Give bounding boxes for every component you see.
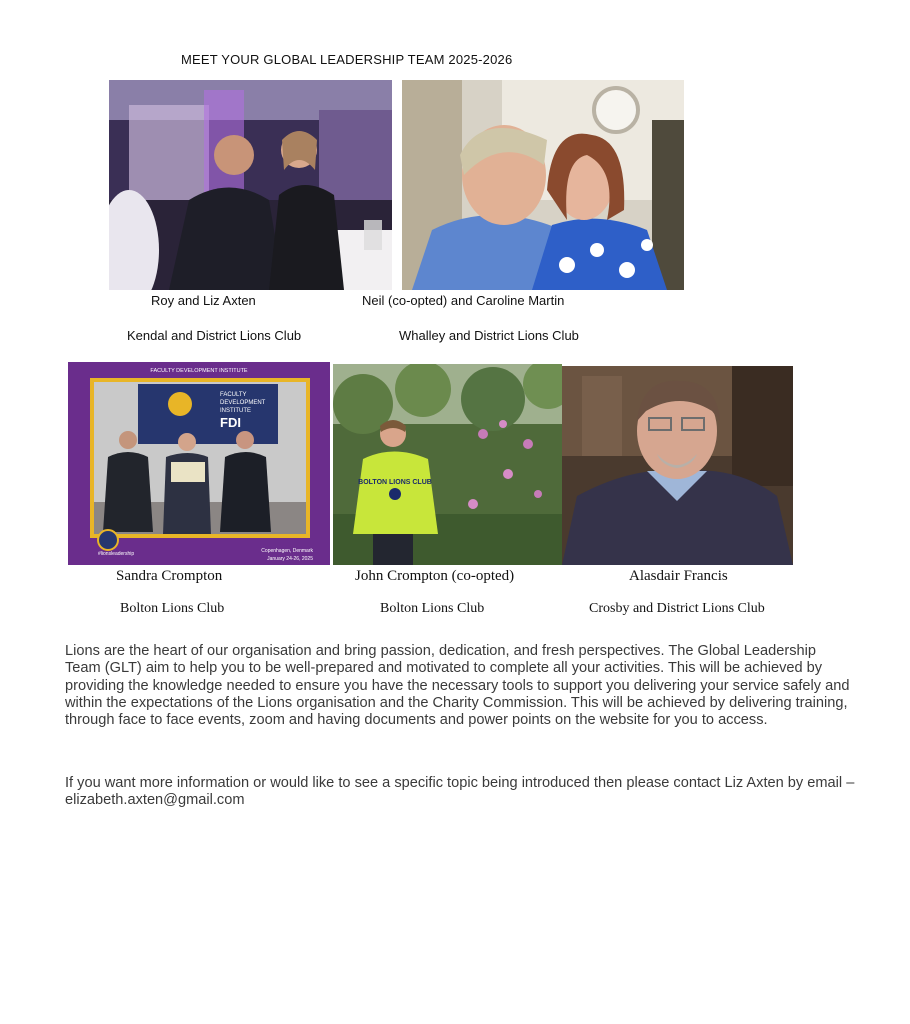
- fdi-screen-abbr: FDI: [220, 415, 241, 430]
- page-title: MEET YOUR GLOBAL LEADERSHIP TEAM 2025-2026: [181, 52, 513, 67]
- photo-john-crompton: [333, 364, 562, 565]
- vest-text: BOLTON LIONS CLUB: [358, 479, 432, 486]
- intro-paragraph: Lions are the heart of our organisation and bring passion, dedication, and fresh perspectives. The Global Leadership Team (GLT) aim to help you to be well-prepared and motivated to complete all your activities. This will be achieved by providing the knowledge needed to ensure you have the necessary tools to support you delivering your service safely and within the expectations of the Lions organisation and the Charity Commission. This will be achieved by delivering training, through face to face events, zoom and having documents and power points on the website for you to access.: [65, 643, 850, 729]
- member-name: Sandra Crompton: [116, 568, 223, 584]
- photo-sandra-crompton: [68, 362, 330, 565]
- contact-paragraph: If you want more information or would like to see a specific topic being introduced then please contact Liz Axten by email – elizabeth.axten@gmail.com: [65, 775, 855, 809]
- photo-alasdair-francis: [562, 366, 793, 565]
- fdi-screen-line1: FACULTY: [220, 392, 247, 398]
- member-name: Roy and Liz Axten: [151, 293, 256, 308]
- photo-roy-liz-axten: [109, 80, 392, 290]
- member-name: John Crompton (co-opted): [355, 568, 515, 584]
- member-club: Kendal and District Lions Club: [127, 328, 302, 343]
- fdi-banner: FACULTY DEVELOPMENT INSTITUTE: [150, 368, 248, 374]
- fdi-dates: January 24-26, 2025: [267, 556, 313, 562]
- member-club: Whalley and District Lions Club: [399, 328, 579, 343]
- member-name: Neil (co-opted) and Caroline Martin: [362, 293, 565, 308]
- member-name: Alasdair Francis: [629, 568, 728, 584]
- photo-neil-caroline-martin: [402, 80, 684, 290]
- fdi-hashtag: #lionsleadership: [98, 551, 135, 557]
- fdi-location: Copenhagen, Denmark: [261, 548, 313, 554]
- member-club: Bolton Lions Club: [380, 601, 485, 616]
- member-club: Bolton Lions Club: [120, 601, 225, 616]
- fdi-screen-line2: DEVELOPMENT: [220, 400, 266, 406]
- fdi-screen-line3: INSTITUTE: [220, 408, 251, 414]
- member-club: Crosby and District Lions Club: [589, 601, 765, 616]
